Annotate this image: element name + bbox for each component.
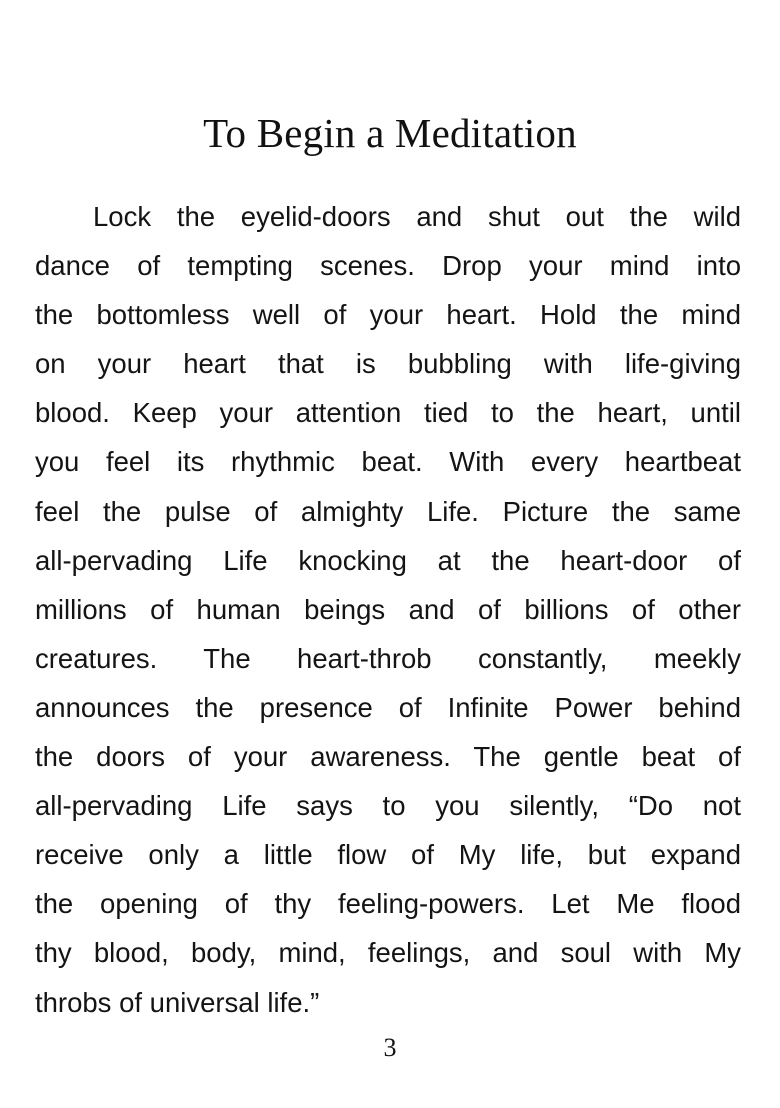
text-line: all-pervading Life says to you silently, “Do not: [35, 790, 741, 822]
text-line: you feel its rhythmic beat. With every heartbeat: [35, 446, 741, 478]
text-line: throbs of universal life.”: [35, 986, 320, 1018]
text-line: on your heart that is bubbling with life-giving: [35, 348, 741, 380]
text-line: thy blood, body, mind, feelings, and soul with My: [35, 937, 741, 969]
page-number: 3: [383, 1033, 397, 1062]
text-line: the doors of your awareness. The gentle beat of: [35, 741, 741, 773]
text-line: announces the presence of Infinite Power behind: [35, 691, 741, 723]
text-line: Lock the eyelid-doors and shut out the wild: [93, 201, 741, 232]
text-line: creatures. The heart-throb constantly, meekly: [35, 642, 741, 674]
text-line: the opening of thy feeling-powers. Let Me flood: [35, 888, 741, 920]
meditation-paragraph: [35, 192, 741, 1027]
text-line: all-pervading Life knocking at the heart-door of: [35, 544, 741, 576]
text-line: blood. Keep your attention tied to the heart, until: [35, 397, 741, 429]
text-line: dance of tempting scenes. Drop your mind into: [35, 250, 741, 282]
text-line: millions of human beings and of billions of other: [35, 593, 741, 625]
text-line: feel the pulse of almighty Life. Picture the same: [35, 495, 741, 527]
page-title: To Begin a Meditation: [203, 110, 577, 156]
text-line: the bottomless well of your heart. Hold the mind: [35, 299, 741, 331]
text-line: receive only a little flow of My life, but expand: [35, 839, 741, 871]
